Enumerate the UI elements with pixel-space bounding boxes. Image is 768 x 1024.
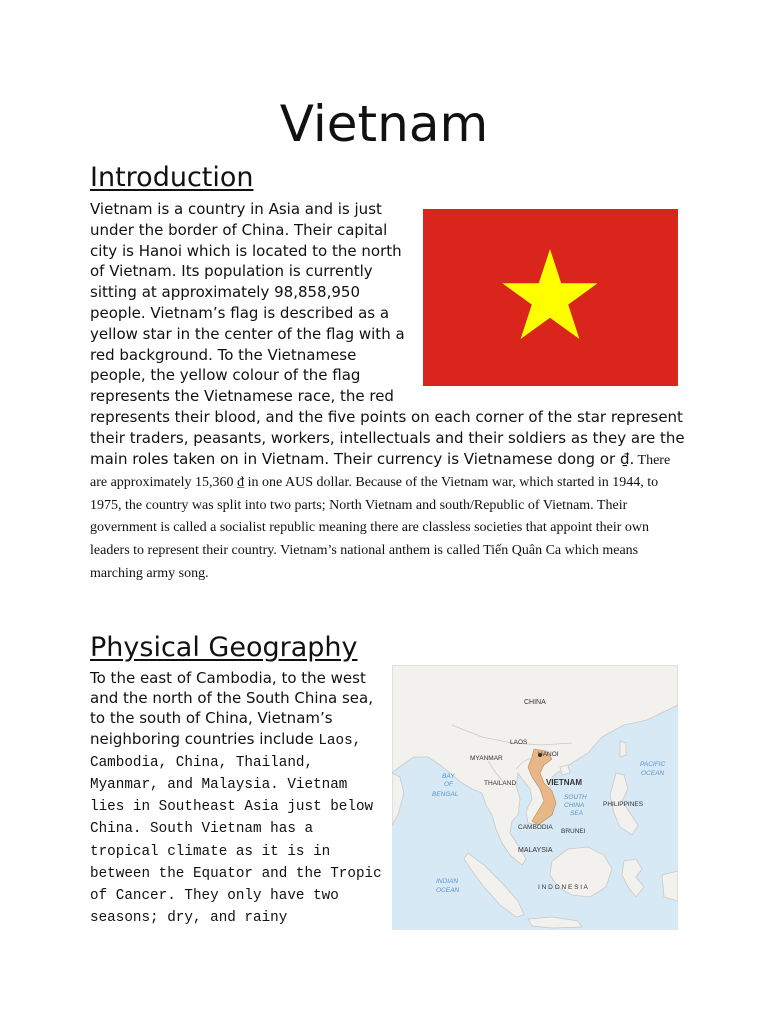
flag-star-icon [500, 247, 600, 347]
map-label-hanoi: HANOI [538, 751, 559, 758]
map-label-bay-3: BENGAL [432, 791, 459, 798]
map-india-edge [392, 773, 404, 825]
map-label-myanmar: MYANMAR [470, 755, 503, 762]
map-label-pacific-2: OCEAN [641, 770, 665, 777]
map-label-brunei: BRUNEI [561, 828, 586, 835]
map-label-scs-1: SOUTH [564, 794, 587, 801]
vietnam-flag-image [423, 209, 678, 386]
map-label-bay-1: BAY [442, 773, 455, 780]
map-label-scs-2: CHINA [564, 802, 585, 809]
map-label-indian-1: INDIAN [436, 878, 459, 885]
map-label-thailand: THAILAND [484, 780, 517, 787]
page-title: Vietnam [279, 95, 489, 153]
geography-paragraph [90, 668, 390, 928]
dong-symbol-serif: ₫ [236, 475, 245, 491]
map-papua-edge [662, 871, 678, 901]
introduction-text-serif-b: in one AUS dollar. Because of the Vietnam war, which started in 1944, to 1975, the country was split into two parts; North Vietnam and south/Republic of Vietnam. Their government is called a socialist republic meaning there are classless societies that appoint their own leaders to represent their country. Vietnam’s national anthem is called Tiến Quân Ca which means marching army song. [90, 475, 659, 581]
map-label-philippines: PHILIPPINES [603, 801, 644, 808]
introduction-text-sans: represents their blood, and the five points on each corner of the star represent their traders, peasants, workers, intellectuals and their soldiers as they are the main roles taken on in Vietnam. Their currency is Vietnamese dong or [90, 408, 685, 468]
map-label-bay-2: OF [444, 781, 454, 788]
map-label-malaysia: MALAYSIA [518, 847, 553, 854]
geography-text-sans: To the east of Cambodia, to the west and the north of the South China sea, to the south of China, Vietnam’s neighboring countries include [90, 669, 373, 748]
physical-geography-heading: Physical Geography [90, 632, 358, 663]
map-sumatra [464, 853, 524, 917]
map-label-indian-2: OCEAN [436, 887, 460, 894]
geography-text-mono: Laos, Cambodia, China, Thailand, Myanmar, and Malaysia. Vietnam lies in Southeast Asia just below China. South Vietnam has a tropical climate as it is in between the Equator and the Tropic of Cancer. They only have two seasons; dry, and rainy [90, 732, 382, 927]
map-label-scs-3: SEA [570, 810, 584, 817]
map-sulawesi [622, 859, 644, 897]
map-label-laos: LAOS [510, 739, 528, 746]
introduction-text-serif-a: There are approximately 15,360 [90, 452, 671, 491]
map-taiwan [620, 741, 626, 757]
map-label-indonesia: I N D O N E S I A [538, 884, 588, 891]
map-graphic [392, 665, 678, 930]
map-label-cambodia: CAMBODIA [518, 824, 553, 831]
map-hainan [560, 765, 570, 775]
dong-symbol-sans: ₫. [619, 449, 635, 468]
map-label-vietnam: VIETNAM [546, 778, 582, 787]
introduction-paragraph-wide [90, 407, 690, 584]
map-label-china: CHINA [524, 699, 546, 706]
introduction-heading: Introduction [90, 162, 254, 193]
map-label-pacific-1: PACIFIC [640, 761, 666, 768]
introduction-paragraph-top: Vietnam is a country in Asia and is just under the border of China. Their capital city is Hanoi which is located to the north of Vietnam. Its population is currently sitting at approximately 98,858,950 people. Vietnam’s flag is described as a yellow star in the center of the flag with a red background. To the Vietnamese people, the yellow colour of the flag represents the Vietnamese race, the red [90, 200, 405, 406]
map-java [528, 917, 582, 928]
southeast-asia-map-image [392, 665, 678, 930]
